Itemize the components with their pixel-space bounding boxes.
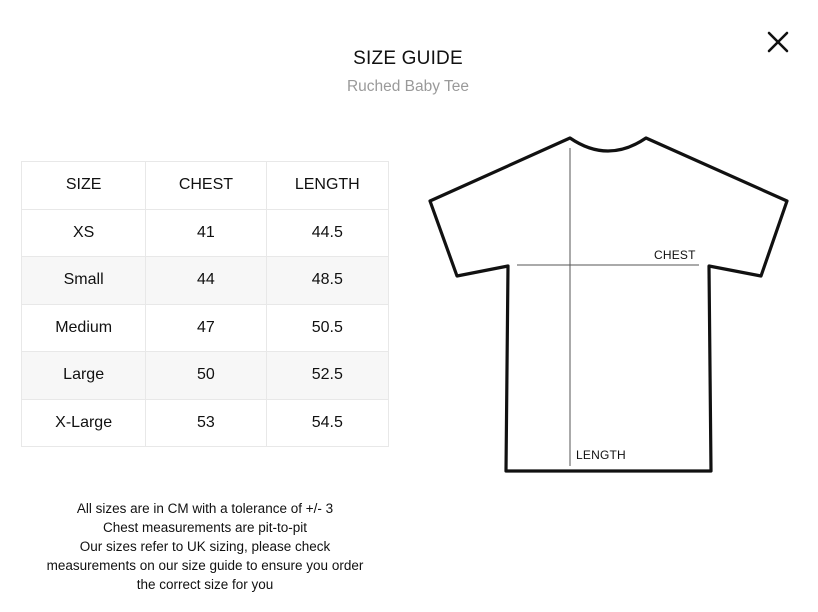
size-cell: Large <box>22 352 146 400</box>
size-cell: Small <box>22 257 146 305</box>
table-row <box>22 352 389 400</box>
length-cell: 44.5 <box>266 209 388 257</box>
length-cell: 50.5 <box>266 304 388 352</box>
chest-cell: 47 <box>146 304 266 352</box>
column-header-chest: CHEST <box>146 162 266 210</box>
table-row <box>22 209 389 257</box>
note-line: the correct size for you <box>136 577 274 592</box>
tshirt-diagram <box>420 126 800 482</box>
size-cell: X-Large <box>22 399 146 447</box>
table-header-row <box>22 162 389 210</box>
table-row <box>22 399 389 447</box>
sizing-notes <box>20 499 390 594</box>
length-cell: 52.5 <box>266 352 388 400</box>
table-row <box>22 257 389 305</box>
chest-cell: 50 <box>146 352 266 400</box>
note-line: Chest measurements are pit-to-pit <box>102 520 308 535</box>
note-line: Our sizes refer to UK sizing, please check <box>79 539 331 554</box>
tshirt-outline <box>430 138 787 471</box>
size-table <box>21 161 389 447</box>
chest-cell: 44 <box>146 257 266 305</box>
length-label: LENGTH <box>576 448 626 462</box>
modal-title: SIZE GUIDE <box>353 48 463 69</box>
note-line: measurements on our size guide to ensure you order <box>46 558 364 573</box>
size-cell: Medium <box>22 304 146 352</box>
chest-cell: 41 <box>146 209 266 257</box>
size-cell: XS <box>22 209 146 257</box>
chest-label: CHEST <box>654 248 696 262</box>
length-cell: 48.5 <box>266 257 388 305</box>
column-header-length: LENGTH <box>266 162 388 210</box>
chest-cell: 53 <box>146 399 266 447</box>
note-line: All sizes are in CM with a tolerance of +/- 3 <box>76 501 334 516</box>
product-name: Ruched Baby Tee <box>346 78 470 95</box>
column-header-size: SIZE <box>22 162 146 210</box>
tshirt-outline-icon <box>420 126 800 482</box>
length-cell: 54.5 <box>266 399 388 447</box>
table-row <box>22 304 389 352</box>
